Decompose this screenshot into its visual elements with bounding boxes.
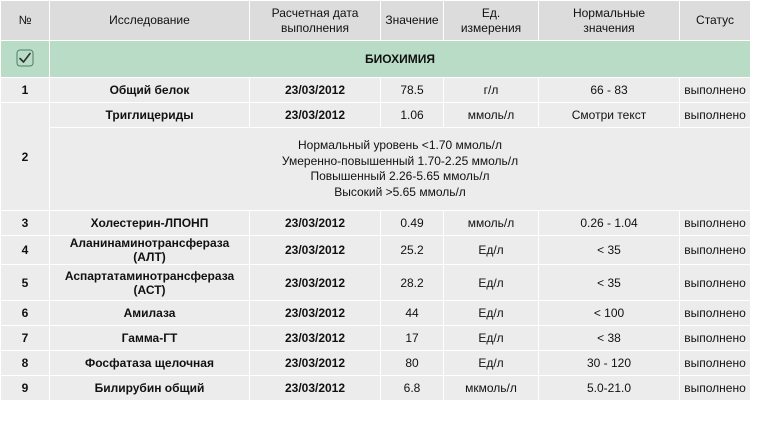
header-row (1, 1, 750, 40)
table-row (1, 103, 750, 127)
row-value: 6.8 (381, 376, 443, 400)
row-date: 23/03/2012 (250, 236, 380, 264)
row-norm: < 100 (539, 301, 679, 325)
table-row (1, 326, 750, 350)
row-status: выполнено (680, 236, 750, 264)
row-note (1, 128, 750, 210)
row-norm: < 35 (539, 236, 679, 264)
col-num-header: № (1, 1, 49, 40)
col-status-header: Статус (680, 1, 750, 40)
row-study-name: Аспартатаминотрансфераза (АСТ) (50, 265, 249, 300)
row-study-name: Билирубин общий (50, 376, 249, 400)
row-norm: 5.0-21.0 (539, 376, 679, 400)
row-unit: Ед/л (444, 351, 538, 375)
row-date: 23/03/2012 (250, 351, 380, 375)
row-status: выполнено (680, 78, 750, 102)
col-unit-header: Ед. измерения (444, 1, 538, 40)
row-norm: 66 - 83 (539, 78, 679, 102)
note-line: Высокий >5.65 ммоль/л (334, 184, 466, 199)
row-unit: мкмоль/л (444, 376, 538, 400)
row-value: 17 (381, 326, 443, 350)
row-num: 5 (1, 265, 49, 300)
row-unit: Ед/л (444, 265, 538, 300)
group-select-cell[interactable] (1, 41, 49, 77)
row-status: выполнено (680, 376, 750, 400)
row-num: 2 (1, 103, 49, 210)
row-num: 6 (1, 301, 49, 325)
row-status: выполнено (680, 351, 750, 375)
table-row (1, 211, 750, 235)
row-norm: 0.26 - 1.04 (539, 211, 679, 235)
row-norm: Смотри текст (539, 103, 679, 127)
row-value: 78.5 (381, 78, 443, 102)
col-study-header: Исследование (50, 1, 249, 40)
table-row (1, 236, 750, 264)
group-row-biochem (1, 41, 750, 77)
row-status: выполнено (680, 211, 750, 235)
row-date: 23/03/2012 (250, 103, 380, 127)
row-num: 4 (1, 236, 49, 264)
row-study-name: Аланинаминотрансфераза (АЛТ) (50, 236, 249, 264)
row-date: 23/03/2012 (250, 211, 380, 235)
row-date: 23/03/2012 (250, 78, 380, 102)
row-norm: < 38 (539, 326, 679, 350)
note-line: Умеренно-повышенный 1.70-2.25 ммоль/л (281, 153, 519, 168)
table-row (1, 351, 750, 375)
row-study-name: Холестерин-ЛПОНП (50, 211, 249, 235)
row-study-name: Гамма-ГТ (50, 326, 249, 350)
row-status: выполнено (680, 265, 750, 300)
row-num: 3 (1, 211, 49, 235)
row-unit: Ед/л (444, 326, 538, 350)
row-norm: < 35 (539, 265, 679, 300)
row-date: 23/03/2012 (250, 326, 380, 350)
table-row (1, 78, 750, 102)
row-study-name: Фосфатаза щелочная (50, 351, 249, 375)
col-date-header: Расчетная дата выполнения (250, 1, 380, 40)
col-value-header: Значение (381, 1, 443, 40)
row-num: 7 (1, 326, 49, 350)
row-num: 8 (1, 351, 49, 375)
row-note-text (50, 128, 750, 210)
row-unit: Ед/л (444, 236, 538, 264)
table-row (1, 376, 750, 400)
group-label: БИОХИМИЯ (50, 41, 750, 77)
row-value: 0.49 (381, 211, 443, 235)
row-study-name: Триглицериды (50, 103, 249, 127)
row-num: 9 (1, 376, 49, 400)
col-norm-header: Нормальные значения (539, 1, 679, 40)
row-num: 1 (1, 78, 49, 102)
row-status: выполнено (680, 103, 750, 127)
row-unit: г/л (444, 78, 538, 102)
row-date: 23/03/2012 (250, 376, 380, 400)
row-unit: ммоль/л (444, 211, 538, 235)
row-unit: ммоль/л (444, 103, 538, 127)
row-value: 80 (381, 351, 443, 375)
row-unit: Ед/л (444, 301, 538, 325)
row-value: 28.2 (381, 265, 443, 300)
row-norm: 30 - 120 (539, 351, 679, 375)
row-status: выполнено (680, 326, 750, 350)
row-date: 23/03/2012 (250, 265, 380, 300)
table-row (1, 301, 750, 325)
row-value: 25.2 (381, 236, 443, 264)
row-date: 23/03/2012 (250, 301, 380, 325)
row-study-name: Общий белок (50, 78, 249, 102)
row-value: 44 (381, 301, 443, 325)
row-status: выполнено (680, 301, 750, 325)
table-row (1, 265, 750, 300)
row-value: 1.06 (381, 103, 443, 127)
right-margin (753, 0, 770, 434)
check-icon[interactable] (16, 49, 34, 67)
note-line: Повышенный 2.26-5.65 ммоль/л (310, 169, 490, 183)
note-line: Нормальный уровень <1.70 ммоль/л (297, 138, 503, 152)
row-study-name: Амилаза (50, 301, 249, 325)
